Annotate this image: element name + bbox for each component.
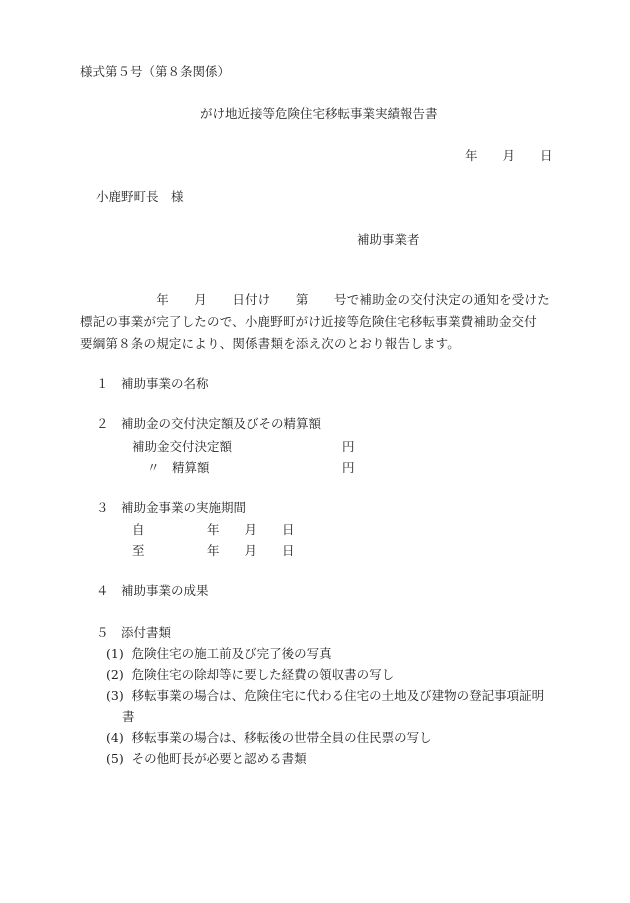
yen-unit: 円 <box>342 460 355 475</box>
item-4-results: ４ 補助事業の成果 <box>96 583 209 598</box>
attachment-item: (4) 移転事業の場合は、移転後の世帯全員の住民票の写し <box>106 730 432 745</box>
yen-unit: 円 <box>342 439 355 454</box>
body-text-line: 要綱第８条の規定により、関係書類を添え次のとおり報告します。 <box>80 336 461 351</box>
item-1-project-name: １ 補助事業の名称 <box>96 376 209 391</box>
grant-decision-amount-label: 補助金交付決定額 <box>132 439 233 454</box>
period-to: 至 年 月 日 <box>132 543 295 558</box>
attachment-item-continuation: 書 <box>122 709 135 724</box>
period-from: 自 年 月 日 <box>132 522 295 537</box>
body-text-line: 年 月 日付け 第 号で補助金の交付決定の通知を受けた <box>80 292 550 307</box>
date-line: 年 月 日 <box>465 148 553 163</box>
attachment-item: (3) 移転事業の場合は、危険住宅に代わる住宅の土地及び建物の登記事項証明 <box>106 688 545 703</box>
attachment-item: (5) その他町長が必要と認める書類 <box>106 751 307 766</box>
applicant-label: 補助事業者 <box>357 232 420 247</box>
item-2-grant-amount: ２ 補助金の交付決定額及びその精算額 <box>96 416 322 431</box>
item-3-implementation-period: ３ 補助金事業の実施期間 <box>96 500 247 515</box>
item-5-attachments: ５ 添付書類 <box>96 625 172 640</box>
document-title: がけ地近接等危険住宅移転事業実績報告書 <box>200 106 438 121</box>
form-number: 様式第５号（第８条関係） <box>80 64 231 79</box>
attachment-item: (1) 危険住宅の施工前及び完了後の写真 <box>106 646 332 661</box>
settled-amount-label: 〃 精算額 <box>147 460 210 475</box>
addressee: 小鹿野町長 様 <box>96 189 184 204</box>
attachment-item: (2) 危険住宅の除却等に要した経費の領収書の写し <box>106 667 395 682</box>
body-text-line: 標記の事業が完了したので、小鹿野町がけ近接等危険住宅移転事業費補助金交付 <box>80 314 537 329</box>
